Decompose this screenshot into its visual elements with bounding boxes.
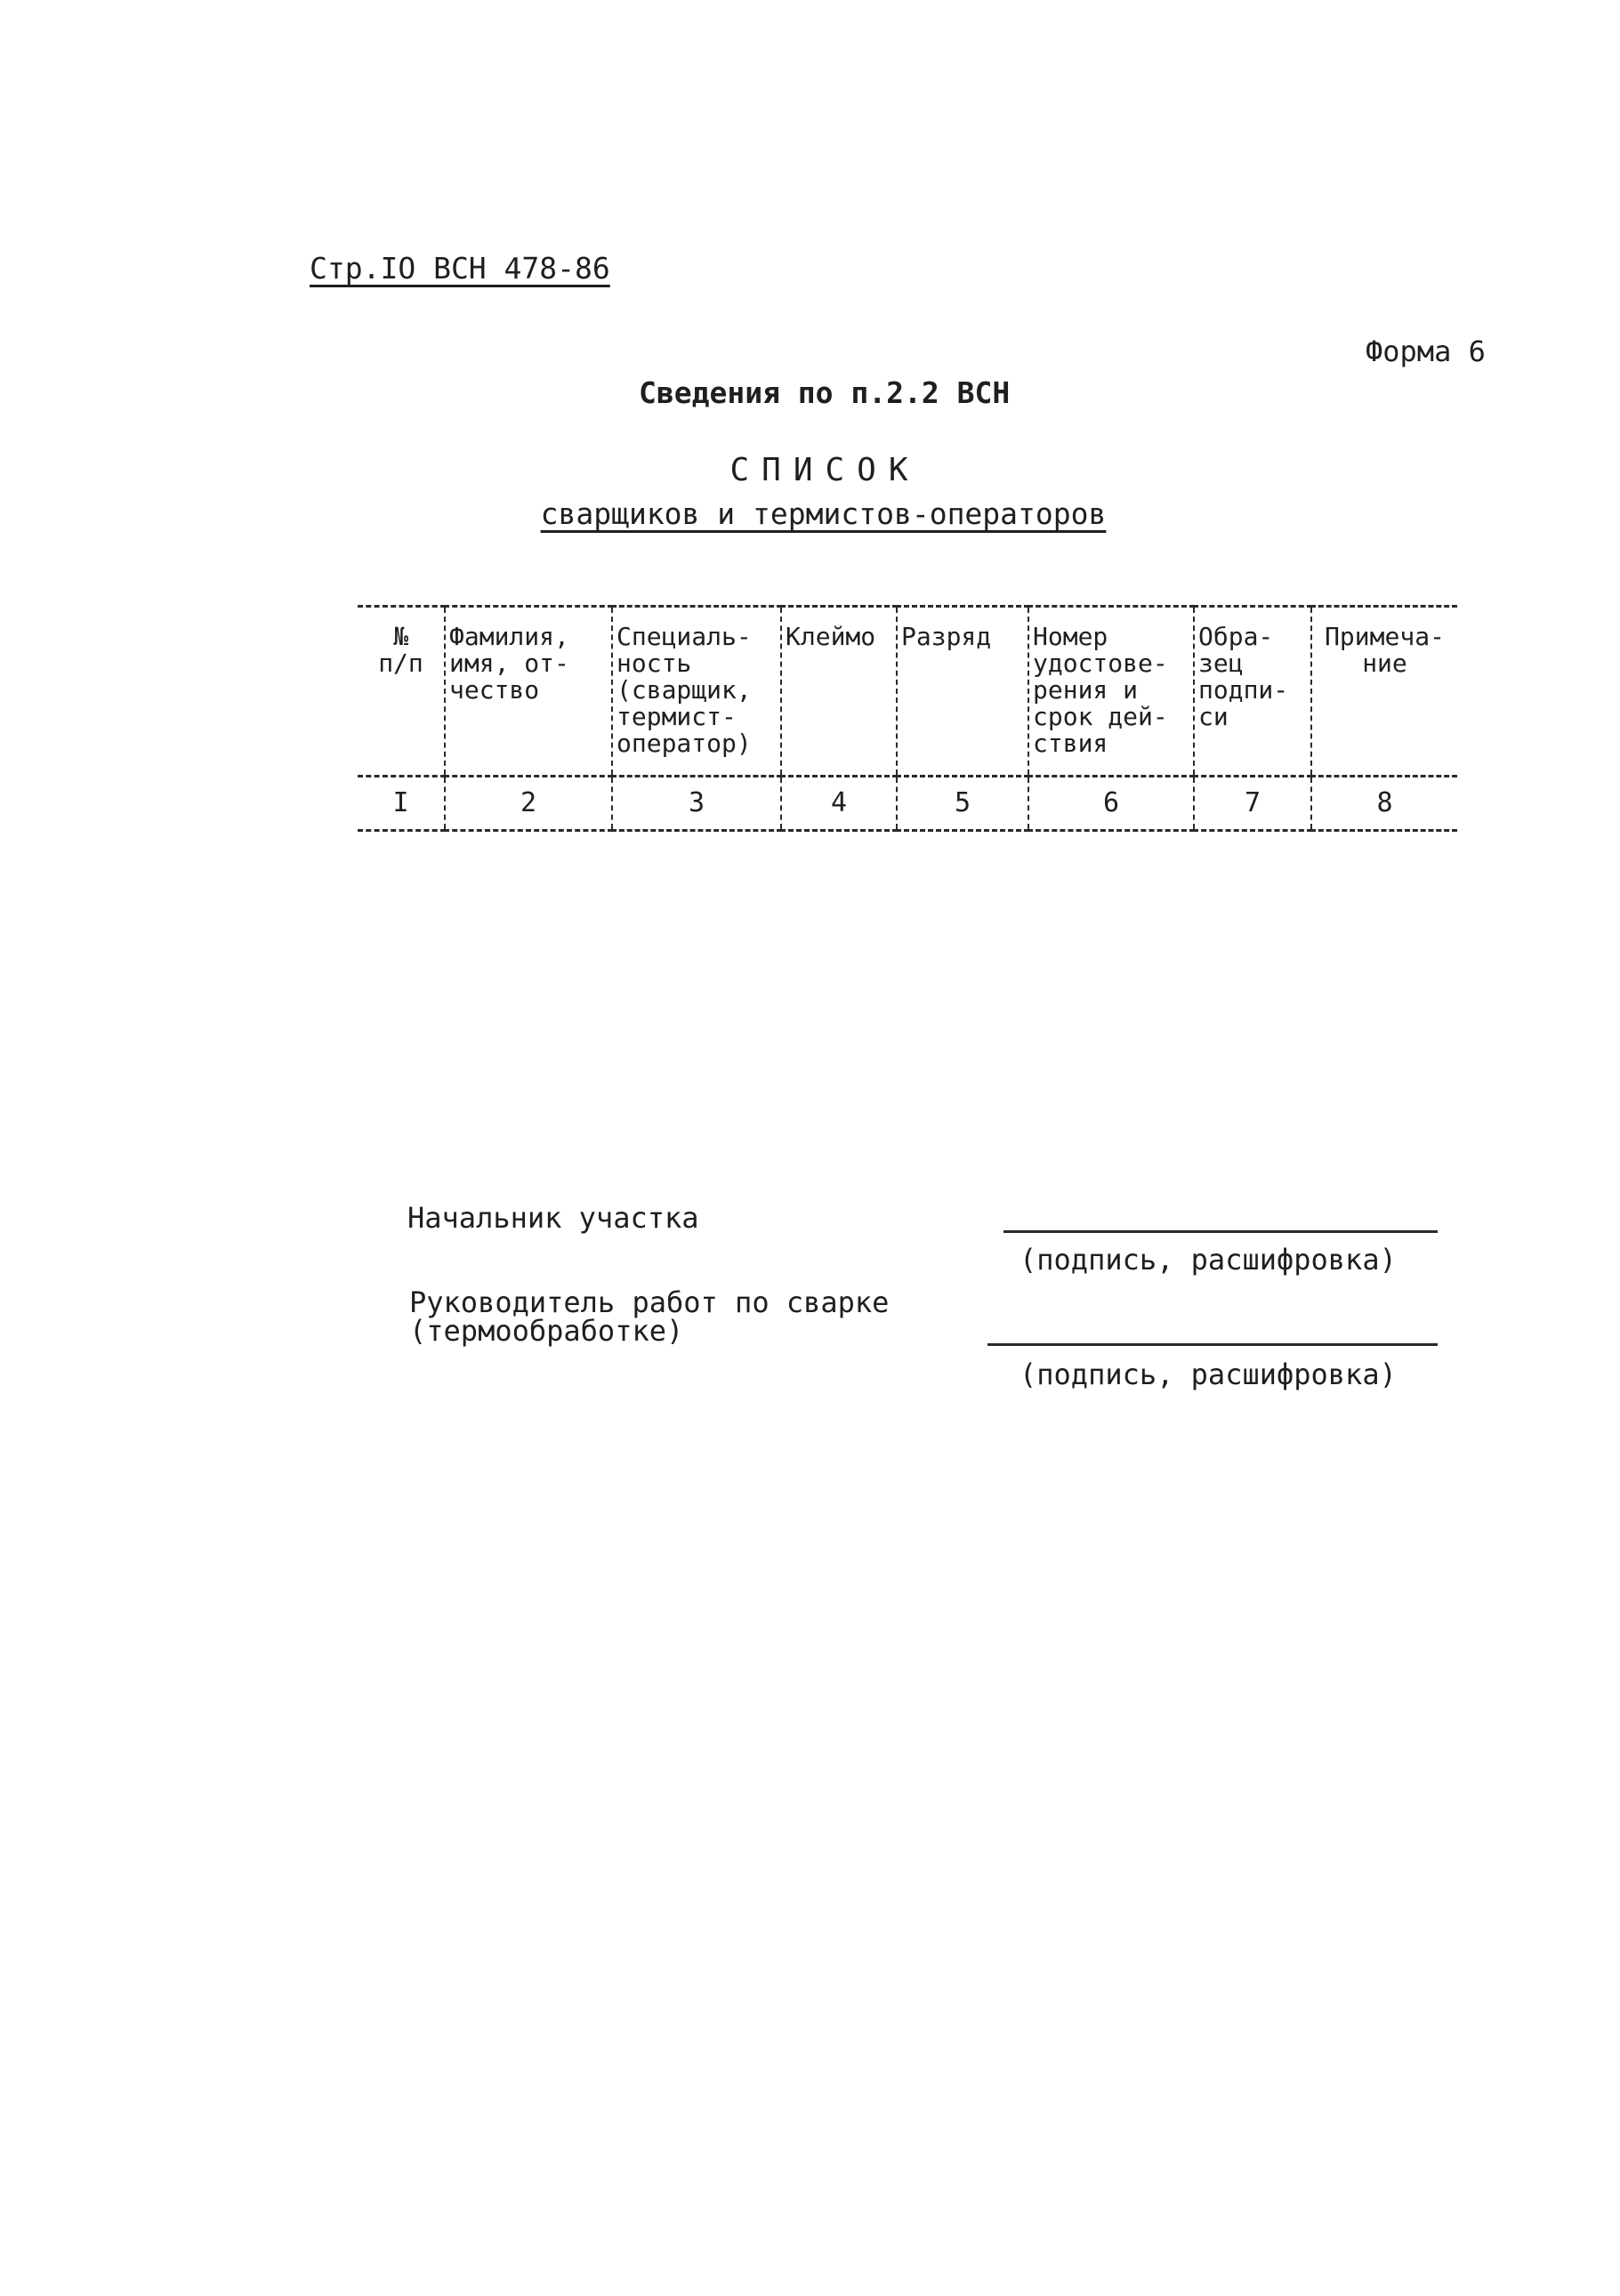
col-header-grade: Разряд [897, 607, 1028, 777]
column-number-cell: 4 [781, 777, 897, 831]
signature-line [1003, 1230, 1438, 1233]
column-number-cell: 8 [1311, 777, 1457, 831]
table-header-row [358, 607, 1457, 777]
column-number-row [358, 777, 1457, 831]
welding-supervisor-label: Руководитель работ по сварке (термообработке) [409, 1285, 890, 1348]
column-number-cell: 3 [612, 777, 781, 831]
column-number-cell: I [358, 777, 445, 831]
col-header-signature-sample: Обра- зец подпи- си [1194, 607, 1311, 777]
col-header-number: № п/п [358, 607, 445, 777]
form-number: Форма 6 [1366, 334, 1486, 368]
welders-list-table [358, 605, 1457, 832]
section-head-label: Начальник участка [407, 1201, 699, 1235]
page-reference: Стр.IO ВСН 478-86 [310, 251, 610, 286]
signature-caption: (подпись, расшифровка) [1020, 1357, 1397, 1391]
column-number-cell: 2 [445, 777, 612, 831]
col-header-stamp: Клеймо [781, 607, 897, 777]
list-title: СПИСОК [729, 452, 921, 488]
info-line: Сведения по п.2.2 ВСН [639, 375, 1011, 410]
col-header-specialty: Специаль- ность (сварщик, термист- оператор) [612, 607, 781, 777]
list-subtitle: сварщиков и термистов-операторов [540, 496, 1107, 531]
column-number-cell: 6 [1028, 777, 1194, 831]
column-number-cell: 7 [1194, 777, 1311, 831]
col-header-name: Фамилия, имя, от- чество [445, 607, 612, 777]
col-header-certificate: Номер удостове- рения и срок дей- ствия [1028, 607, 1194, 777]
col-header-note: Примеча- ние [1311, 607, 1457, 777]
signature-line [987, 1343, 1438, 1346]
column-number-cell: 5 [897, 777, 1028, 831]
signature-caption: (подпись, расшифровка) [1020, 1243, 1397, 1277]
